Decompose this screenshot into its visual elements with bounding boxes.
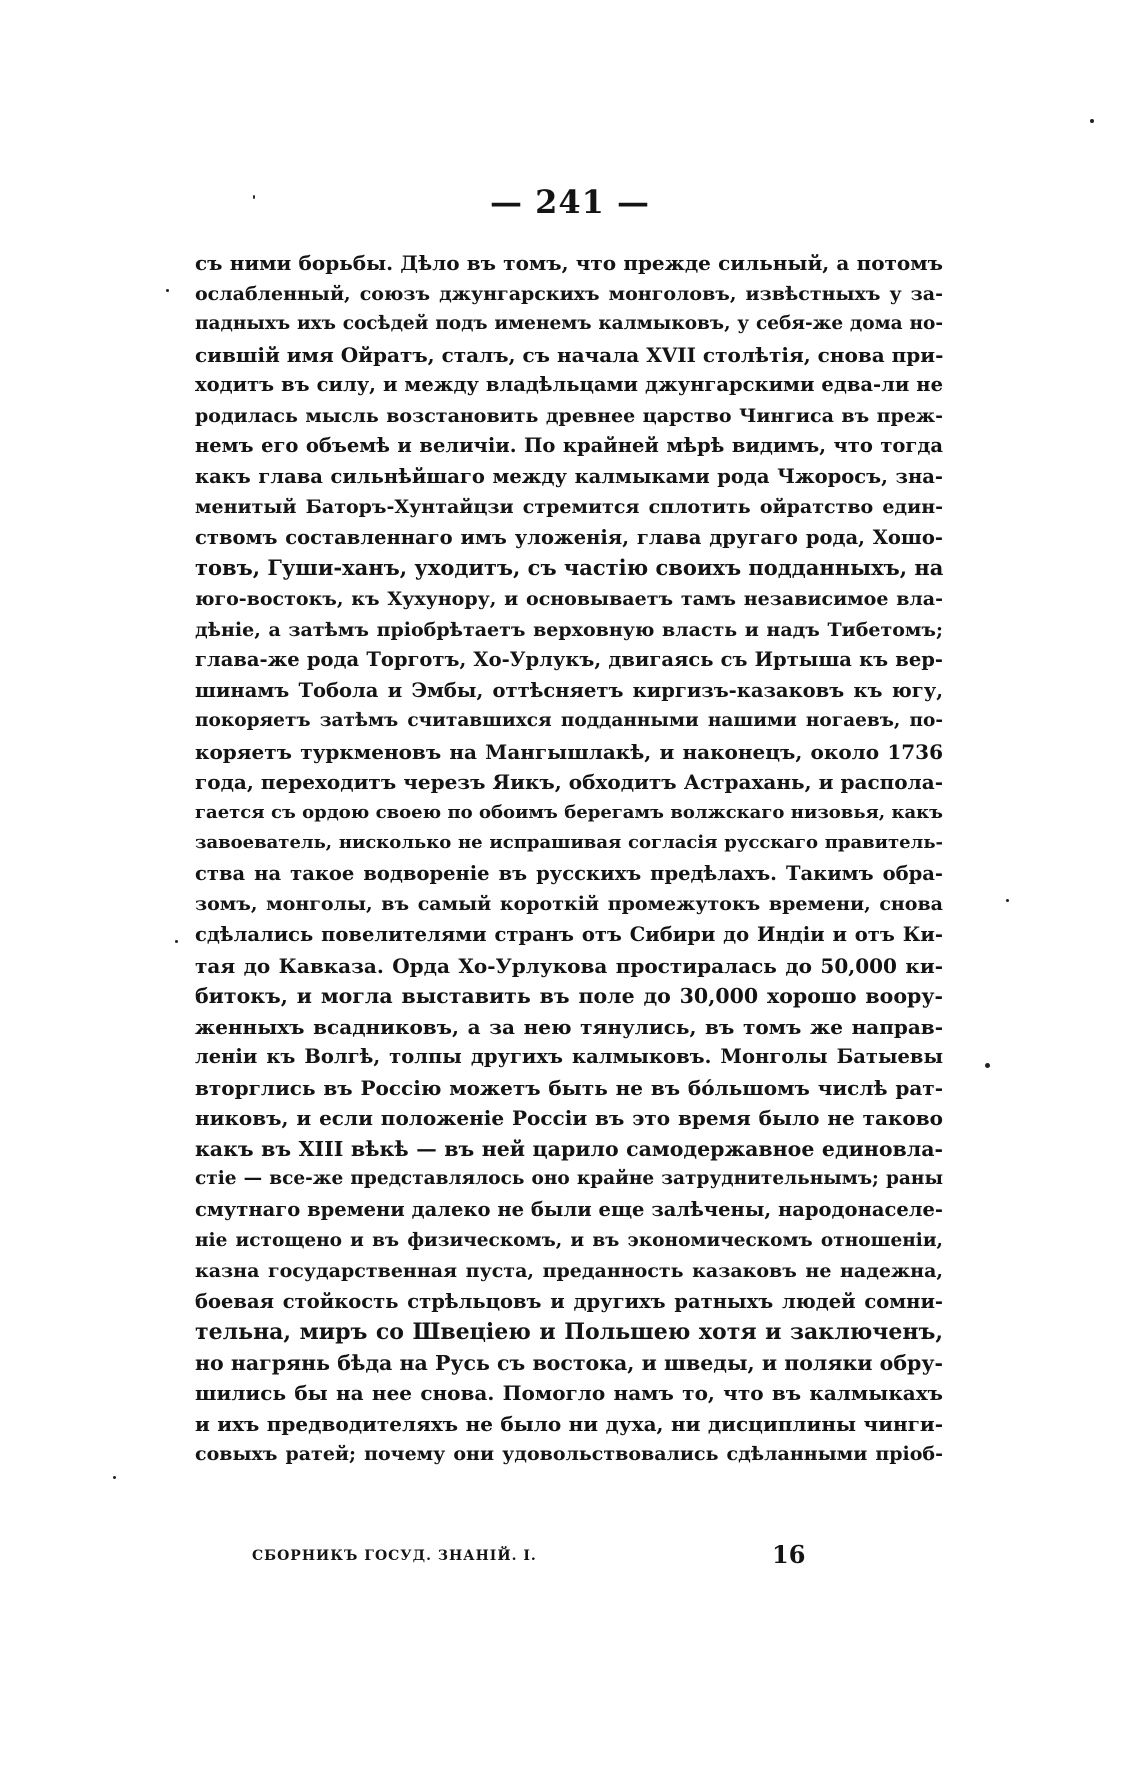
- text-line: коряетъ туркменовъ на Мангышлакѣ, и наконецъ, около 1736: [195, 739, 943, 764]
- text-line: боевая стойкость стрѣльцовъ и другихъ ратныхъ людей сомни-: [195, 1289, 943, 1313]
- page-number: — 241 —: [489, 183, 651, 221]
- text-line: шились бы на нее снова. Помогло намъ то, что въ калмыкахъ: [195, 1381, 943, 1406]
- text-line: ослабленный, союзъ джунгарскихъ монголовъ, извѣстныхъ у за-: [195, 282, 943, 305]
- text-line: зомъ, монголы, въ самый короткій промежутокъ времени, снова: [195, 893, 943, 916]
- text-line: падныхъ ихъ сосѣдей подъ именемъ калмыковъ, у себя-же дома но-: [195, 313, 943, 335]
- scan-speck: [1006, 899, 1009, 902]
- body-text: [195, 248, 943, 1470]
- text-line: какъ глава сильнѣйшаго между калмыками рода Чжоросъ, зна-: [195, 464, 943, 488]
- text-line: съ ними борьбы. Дѣло въ томъ, что прежде сильный, а потомъ: [195, 251, 943, 275]
- text-line: никовъ, и если положеніе Россіи въ это время было не таково: [195, 1106, 943, 1131]
- text-line: родилась мысль возстановить древнее царство Чингиса въ преж-: [195, 404, 943, 427]
- page-footer: [252, 1540, 812, 1574]
- text-line: казна государственная пуста, преданность казаковъ не надежна,: [195, 1260, 943, 1283]
- text-line: дѣніе, а затѣмъ пріобрѣтаетъ верховную власть и надъ Тибетомъ;: [195, 618, 943, 641]
- text-line: шинамъ Тобола и Эмбы, оттѣсняетъ киргизъ-казаковъ къ югу,: [195, 678, 943, 702]
- scan-speck: [253, 195, 255, 199]
- scan-speck: [113, 1476, 116, 1479]
- text-line: ствомъ составленнаго имъ уложенія, глава другаго рода, Хошо-: [195, 525, 943, 549]
- text-line: сившій имя Ойратъ, сталъ, съ начала XVII столѣтія, снова при-: [195, 342, 944, 367]
- text-line: вторглись въ Россію можетъ быть не въ бóльшомъ числѣ рат-: [195, 1075, 943, 1100]
- text-line: женныхъ всадниковъ, а за нею тянулись, въ томъ же направ-: [195, 1014, 943, 1039]
- text-line: какъ въ XIII вѣкѣ — въ ней царило самодержавное единовла-: [195, 1136, 943, 1161]
- text-line: и ихъ предводителяхъ не было ни духа, ни дисциплины чинги-: [195, 1411, 943, 1436]
- text-line: битокъ, и могла выставить въ поле до 30,000 хорошо воору-: [195, 984, 943, 1009]
- scan-speck: [985, 1063, 990, 1068]
- text-line: тельна, миръ со Швеціею и Польшею хотя и заключенъ,: [195, 1319, 943, 1346]
- text-line: смутнаго времени далеко не были еще залѣчены, народонаселе-: [195, 1197, 943, 1221]
- text-line: ства на такое водвореніе въ русскихъ предѣлахъ. Такимъ обра-: [195, 861, 943, 885]
- text-line: тая до Кавказа. Орда Хо-Урлукова простиралась до 50,000 ки-: [195, 953, 943, 978]
- text-line: ходитъ въ силу, и между владѣльцами джунгарскими едва-ли не: [195, 373, 943, 397]
- text-line: менитый Баторъ-Хунтайцзи стремится сплотить ойратство един-: [195, 496, 943, 519]
- text-line: сдѣлались повелителями странъ отъ Сибири до Индіи и отъ Ки-: [195, 923, 943, 947]
- text-line: завоеватель, нисколько не испрашивая согласія русскаго правитель-: [195, 832, 943, 854]
- text-line: совыхъ ратей; почему они удовольствовались сдѣланными пріоб-: [195, 1443, 943, 1466]
- text-line: покоряетъ затѣмъ считавшихся подданными нашими ногаевъ, по-: [195, 710, 943, 732]
- text-line: глава-же рода Торготъ, Хо-Урлукъ, двигаясь съ Иртыша къ вер-: [195, 648, 943, 672]
- text-line: года, переходитъ черезъ Яикъ, обходитъ Астрахань, и распола-: [195, 770, 943, 795]
- printer-signature: СБОРНИКЪ ГОСУД. ЗНАНІЙ. I.: [252, 1548, 537, 1564]
- text-line: гается съ ордою своею по обоимъ берегамъ волжскаго низовья, какъ: [195, 801, 943, 823]
- text-line: леніи къ Волгѣ, толпы другихъ калмыковъ. Монголы Батыевы: [195, 1045, 943, 1069]
- text-line: немъ его объемѣ и величіи. По крайней мѣрѣ видимъ, что тогда: [195, 434, 943, 458]
- text-line: товъ, Гуши-ханъ, уходитъ, съ частію своихъ подданныхъ, на: [195, 555, 944, 581]
- scan-speck: [1090, 119, 1094, 123]
- text-line: ніе истощено и въ физическомъ, и въ экономическомъ отношеніи,: [195, 1229, 943, 1251]
- text-line: юго-востокъ, къ Хухунору, и основываетъ тамъ независимое вла-: [195, 588, 943, 611]
- scan-speck: [175, 940, 178, 943]
- text-line: но нагрянь бѣда на Русь съ востока, и шведы, и поляки обру-: [195, 1350, 943, 1375]
- sheet-number: 16: [772, 1540, 806, 1569]
- text-line: стіе — все-же представлялось оно крайне затруднительнымъ; раны: [195, 1168, 943, 1190]
- scan-speck: [166, 289, 169, 292]
